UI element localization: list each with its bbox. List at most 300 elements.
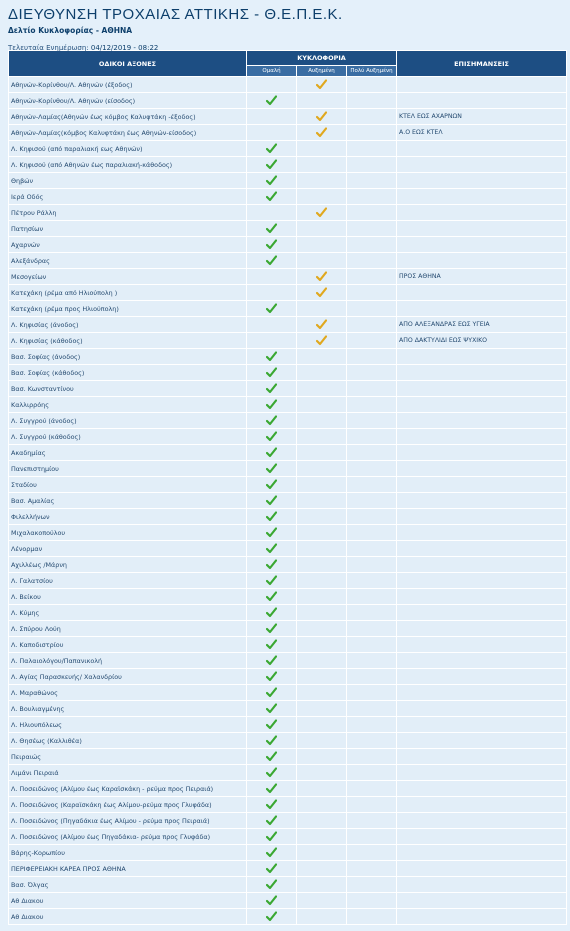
status-cell-increased [297,893,347,909]
checkmark-icon [266,529,277,537]
status-cell-normal [247,605,297,621]
table-row [9,77,567,93]
status-cell-increased [297,829,347,845]
status-cell-increased [297,349,347,365]
table-row [9,461,567,477]
road-name: Λ. Ηλιουπόλεως [9,717,247,733]
road-note [397,93,567,109]
status-cell-increased [297,717,347,733]
status-cell-very-increased [347,445,397,461]
checkmark-icon [266,481,277,489]
road-name: Λ. Θησέως (Καλλιθέα) [9,733,247,749]
road-note [397,701,567,717]
road-name: Αθηνών-Λαμίας(Αθηνών έως κόμβος Καλυφτάκη -έξοδος) [9,109,247,125]
road-name: Λ. Κύμης [9,605,247,621]
table-row [9,493,567,509]
status-cell-increased [297,93,347,109]
status-cell-normal [247,813,297,829]
checkmark-icon [316,321,327,329]
status-cell-increased [297,509,347,525]
table-row [9,285,567,301]
status-cell-normal [247,109,297,125]
status-cell-normal [247,77,297,93]
status-cell-increased [297,205,347,221]
status-cell-normal [247,781,297,797]
table-row [9,141,567,157]
status-cell-increased [297,605,347,621]
status-cell-very-increased [347,541,397,557]
table-row [9,893,567,909]
road-name: Μιχαλακοπούλου [9,525,247,541]
checkmark-icon [266,385,277,393]
header-increased: Αυξημένη [297,66,347,77]
checkmark-icon [266,513,277,521]
road-name: Αθηνών-Λαμίας(κόμβος Καλυφτάκη έως Αθηνών-είσοδος) [9,125,247,141]
status-cell-very-increased [347,557,397,573]
status-cell-very-increased [347,797,397,813]
road-note [397,813,567,829]
road-name: Αχαρνών [9,237,247,253]
checkmark-icon [316,289,327,297]
road-note [397,445,567,461]
road-note [397,381,567,397]
table-row [9,365,567,381]
status-cell-increased [297,541,347,557]
status-cell-very-increased [347,493,397,509]
status-cell-increased [297,573,347,589]
checkmark-icon [266,561,277,569]
status-cell-increased [297,365,347,381]
table-row [9,557,567,573]
road-note [397,717,567,733]
road-name: Λένορμαν [9,541,247,557]
table-row [9,909,567,925]
table-row [9,205,567,221]
status-cell-very-increased [347,93,397,109]
road-name: Λ. Συγγρού (κάθοδος) [9,429,247,445]
road-name: Αθηνών-Κορίνθου/Λ. Αθηνών (έξοδος) [9,77,247,93]
table-row [9,381,567,397]
road-name: Λ. Κηφισίας (κάθοδος) [9,333,247,349]
status-cell-normal [247,701,297,717]
status-cell-very-increased [347,621,397,637]
status-cell-very-increased [347,589,397,605]
status-cell-very-increased [347,381,397,397]
status-cell-increased [297,701,347,717]
checkmark-icon [316,81,327,89]
checkmark-icon [266,465,277,473]
checkmark-icon [266,97,277,105]
table-row [9,301,567,317]
status-cell-normal [247,221,297,237]
status-cell-very-increased [347,125,397,141]
road-note [397,221,567,237]
status-cell-normal [247,669,297,685]
status-cell-very-increased [347,829,397,845]
table-row [9,333,567,349]
status-cell-very-increased [347,845,397,861]
road-note [397,637,567,653]
checkmark-icon [316,273,327,281]
status-cell-normal [247,237,297,253]
header-roads: ΟΔΙΚΟΙ ΑΞΟΝΕΣ [9,51,247,77]
status-cell-increased [297,301,347,317]
checkmark-icon [266,897,277,905]
table-row [9,637,567,653]
road-name: Βασ. Όλγας [9,877,247,893]
road-note [397,253,567,269]
road-note [397,845,567,861]
table-row [9,541,567,557]
road-name: Λ. Ποσειδώνος (Αλίμου έως Πηγαδάκια- ρεύμα προς Γλυφάδα) [9,829,247,845]
header-traffic: ΚΥΚΛΟΦΟΡΙΑ [247,51,397,66]
checkmark-icon [266,593,277,601]
status-cell-very-increased [347,669,397,685]
status-cell-very-increased [347,285,397,301]
status-cell-normal [247,797,297,813]
table-row [9,445,567,461]
table-row [9,253,567,269]
table-row [9,237,567,253]
road-name: Λ. Αγίας Παρασκευής/ Χαλανδρίου [9,669,247,685]
checkmark-icon [266,833,277,841]
table-row [9,605,567,621]
checkmark-icon [266,849,277,857]
checkmark-icon [266,801,277,809]
status-cell-normal [247,365,297,381]
road-note [397,413,567,429]
status-cell-very-increased [347,525,397,541]
road-name: Λ. Σπύρου Λούη [9,621,247,637]
status-cell-very-increased [347,349,397,365]
status-cell-normal [247,845,297,861]
table-row [9,413,567,429]
road-name: Βάρης-Κορωπίου [9,845,247,861]
road-name: Λ. Ποσειδώνος (Αλίμου έως Καραϊσκάκη - ρεύμα προς Πειραιά) [9,781,247,797]
header-normal: Ομαλή [247,66,297,77]
road-note [397,589,567,605]
table-row [9,685,567,701]
status-cell-normal [247,285,297,301]
road-note [397,621,567,637]
road-name: Λ. Κηφισού (από Αθηνών έως παραλιακή-κάθοδος) [9,157,247,173]
status-cell-increased [297,445,347,461]
status-cell-very-increased [347,429,397,445]
status-cell-increased [297,589,347,605]
checkmark-icon [266,177,277,185]
road-note [397,669,567,685]
traffic-rows [9,77,567,925]
status-cell-normal [247,429,297,445]
checkmark-icon [266,225,277,233]
road-name: Θηβών [9,173,247,189]
road-note [397,509,567,525]
status-cell-very-increased [347,173,397,189]
status-cell-normal [247,589,297,605]
status-cell-very-increased [347,685,397,701]
status-cell-very-increased [347,477,397,493]
checkmark-icon [266,433,277,441]
checkmark-icon [266,721,277,729]
status-cell-increased [297,733,347,749]
checkmark-icon [266,449,277,457]
road-name: Βασ. Αμαλίας [9,493,247,509]
road-note [397,653,567,669]
checkmark-icon [266,737,277,745]
status-cell-increased [297,877,347,893]
table-row [9,317,567,333]
status-cell-very-increased [347,733,397,749]
checkmark-icon [316,337,327,345]
road-name: Λ. Συγγρού (άνοδος) [9,413,247,429]
checkmark-icon [266,769,277,777]
road-note [397,237,567,253]
table-row [9,765,567,781]
status-cell-increased [297,141,347,157]
status-cell-very-increased [347,141,397,157]
status-cell-normal [247,125,297,141]
status-cell-normal [247,829,297,845]
checkmark-icon [266,609,277,617]
status-cell-normal [247,557,297,573]
road-note [397,733,567,749]
road-name: Πειραιώς [9,749,247,765]
road-name: Λ. Γαλατσίου [9,573,247,589]
checkmark-icon [266,641,277,649]
road-note [397,909,567,925]
status-cell-increased [297,173,347,189]
status-cell-increased [297,397,347,413]
status-cell-very-increased [347,397,397,413]
status-cell-very-increased [347,77,397,93]
status-cell-normal [247,765,297,781]
status-cell-increased [297,669,347,685]
road-name: Καλλιρρόης [9,397,247,413]
table-row [9,749,567,765]
road-note [397,605,567,621]
road-name: Μεσογείων [9,269,247,285]
road-note [397,365,567,381]
checkmark-icon [266,545,277,553]
checkmark-icon [266,257,277,265]
road-note [397,685,567,701]
status-cell-very-increased [347,189,397,205]
status-cell-normal [247,93,297,109]
status-cell-increased [297,317,347,333]
checkmark-icon [266,913,277,921]
road-name: Βασ. Σοφίας (άνοδος) [9,349,247,365]
table-row [9,589,567,605]
road-note [397,525,567,541]
status-cell-increased [297,461,347,477]
status-cell-normal [247,893,297,909]
status-cell-increased [297,861,347,877]
status-cell-normal [247,157,297,173]
status-cell-normal [247,685,297,701]
road-note [397,877,567,893]
table-row [9,573,567,589]
table-row [9,733,567,749]
road-note [397,141,567,157]
status-cell-normal [247,877,297,893]
road-note [397,461,567,477]
status-cell-very-increased [347,269,397,285]
road-name: Πανεπιστημίου [9,461,247,477]
status-cell-normal [247,173,297,189]
last-updated-label: Τελευταία Ενημέρωση: [8,44,89,52]
status-cell-increased [297,765,347,781]
page-subtitle: Δελτίο Κυκλοφορίας - ΑΘΗΝΑ [8,26,133,35]
checkmark-icon [316,209,327,217]
road-note [397,557,567,573]
status-cell-very-increased [347,237,397,253]
status-cell-normal [247,909,297,925]
status-cell-normal [247,269,297,285]
road-name: Λ. Κηφισού (από παραλιακή εως Αθηνών) [9,141,247,157]
page-header [0,0,570,50]
checkmark-icon [266,689,277,697]
status-cell-very-increased [347,701,397,717]
checkmark-icon [266,401,277,409]
road-name: ΠΕΡΙΦΕΡΕΙΑΚΗ ΚΑΡΕΑ ΠΡΟΣ ΑΘΗΝΑ [9,861,247,877]
table-row [9,349,567,365]
table-row [9,173,567,189]
status-cell-increased [297,637,347,653]
road-note: ΑΠΟ ΑΛΕΞΑΝΔΡΑΣ ΕΩΣ ΥΓΕΙΑ [397,317,567,333]
status-cell-normal [247,461,297,477]
status-cell-normal [247,637,297,653]
table-row [9,429,567,445]
status-cell-normal [247,525,297,541]
status-cell-normal [247,653,297,669]
status-cell-increased [297,477,347,493]
status-cell-very-increased [347,301,397,317]
status-cell-very-increased [347,637,397,653]
status-cell-normal [247,189,297,205]
road-note [397,397,567,413]
status-cell-very-increased [347,893,397,909]
status-cell-very-increased [347,365,397,381]
road-note [397,429,567,445]
road-note [397,749,567,765]
status-cell-increased [297,429,347,445]
status-cell-very-increased [347,861,397,877]
table-row [9,861,567,877]
status-cell-very-increased [347,717,397,733]
table-row [9,477,567,493]
status-cell-very-increased [347,813,397,829]
checkmark-icon [266,305,277,313]
table-row [9,189,567,205]
status-cell-very-increased [347,877,397,893]
status-cell-very-increased [347,749,397,765]
road-name: Βασ. Σοφίας (κάθοδος) [9,365,247,381]
road-name: Βασ. Κωνσταντίνου [9,381,247,397]
table-row [9,509,567,525]
status-cell-increased [297,909,347,925]
page-title: ΔΙΕΥΘΥΝΣΗ ΤΡΟΧΑΙΑΣ ΑΤΤΙΚΗΣ - Θ.Ε.Π.Ε.Κ. [8,6,343,23]
road-name: Πατησίων [9,221,247,237]
status-cell-increased [297,557,347,573]
checkmark-icon [266,785,277,793]
status-cell-increased [297,333,347,349]
status-cell-increased [297,653,347,669]
road-name: Σταδίου [9,477,247,493]
checkmark-icon [266,577,277,585]
status-cell-increased [297,781,347,797]
road-name: Αλεξάνδρας [9,253,247,269]
road-note [397,285,567,301]
status-cell-normal [247,253,297,269]
checkmark-icon [266,865,277,873]
status-cell-increased [297,381,347,397]
road-note [397,349,567,365]
status-cell-very-increased [347,781,397,797]
status-cell-increased [297,493,347,509]
status-cell-very-increased [347,509,397,525]
status-cell-normal [247,413,297,429]
status-cell-normal [247,717,297,733]
status-cell-normal [247,509,297,525]
status-cell-very-increased [347,461,397,477]
status-cell-increased [297,813,347,829]
checkmark-icon [266,497,277,505]
road-name: Φιλελλήνων [9,509,247,525]
status-cell-normal [247,301,297,317]
status-cell-normal [247,381,297,397]
road-name: Ιερά Οδός [9,189,247,205]
road-note [397,301,567,317]
table-row [9,717,567,733]
status-cell-normal [247,493,297,509]
road-name: Λ. Βουλιαγμένης [9,701,247,717]
road-note [397,205,567,221]
road-name: Πέτρου Ράλλη [9,205,247,221]
status-cell-increased [297,125,347,141]
status-cell-normal [247,541,297,557]
table-row [9,653,567,669]
status-cell-increased [297,749,347,765]
road-name: Λιμάνι Πειραιά [9,765,247,781]
road-name: Λ. Κηφισίας (άνοδος) [9,317,247,333]
status-cell-increased [297,221,347,237]
table-row [9,125,567,141]
status-cell-very-increased [347,605,397,621]
checkmark-icon [266,417,277,425]
road-note [397,477,567,493]
table-row [9,157,567,173]
status-cell-increased [297,285,347,301]
table-row [9,397,567,413]
status-cell-increased [297,109,347,125]
road-note [397,541,567,557]
checkmark-icon [266,625,277,633]
table-row [9,813,567,829]
road-name: Αθ Διακου [9,893,247,909]
status-cell-normal [247,141,297,157]
status-cell-normal [247,477,297,493]
table-row [9,621,567,637]
road-name: Κατεχάκη (ρέμα από Ηλιούπολη ) [9,285,247,301]
road-name: Λ. Καποδιστρίου [9,637,247,653]
road-note [397,829,567,845]
status-cell-normal [247,749,297,765]
status-cell-increased [297,253,347,269]
road-note [397,493,567,509]
checkmark-icon [316,113,327,121]
header-very-increased: Πολύ Αυξημένη [347,66,397,77]
status-cell-normal [247,445,297,461]
